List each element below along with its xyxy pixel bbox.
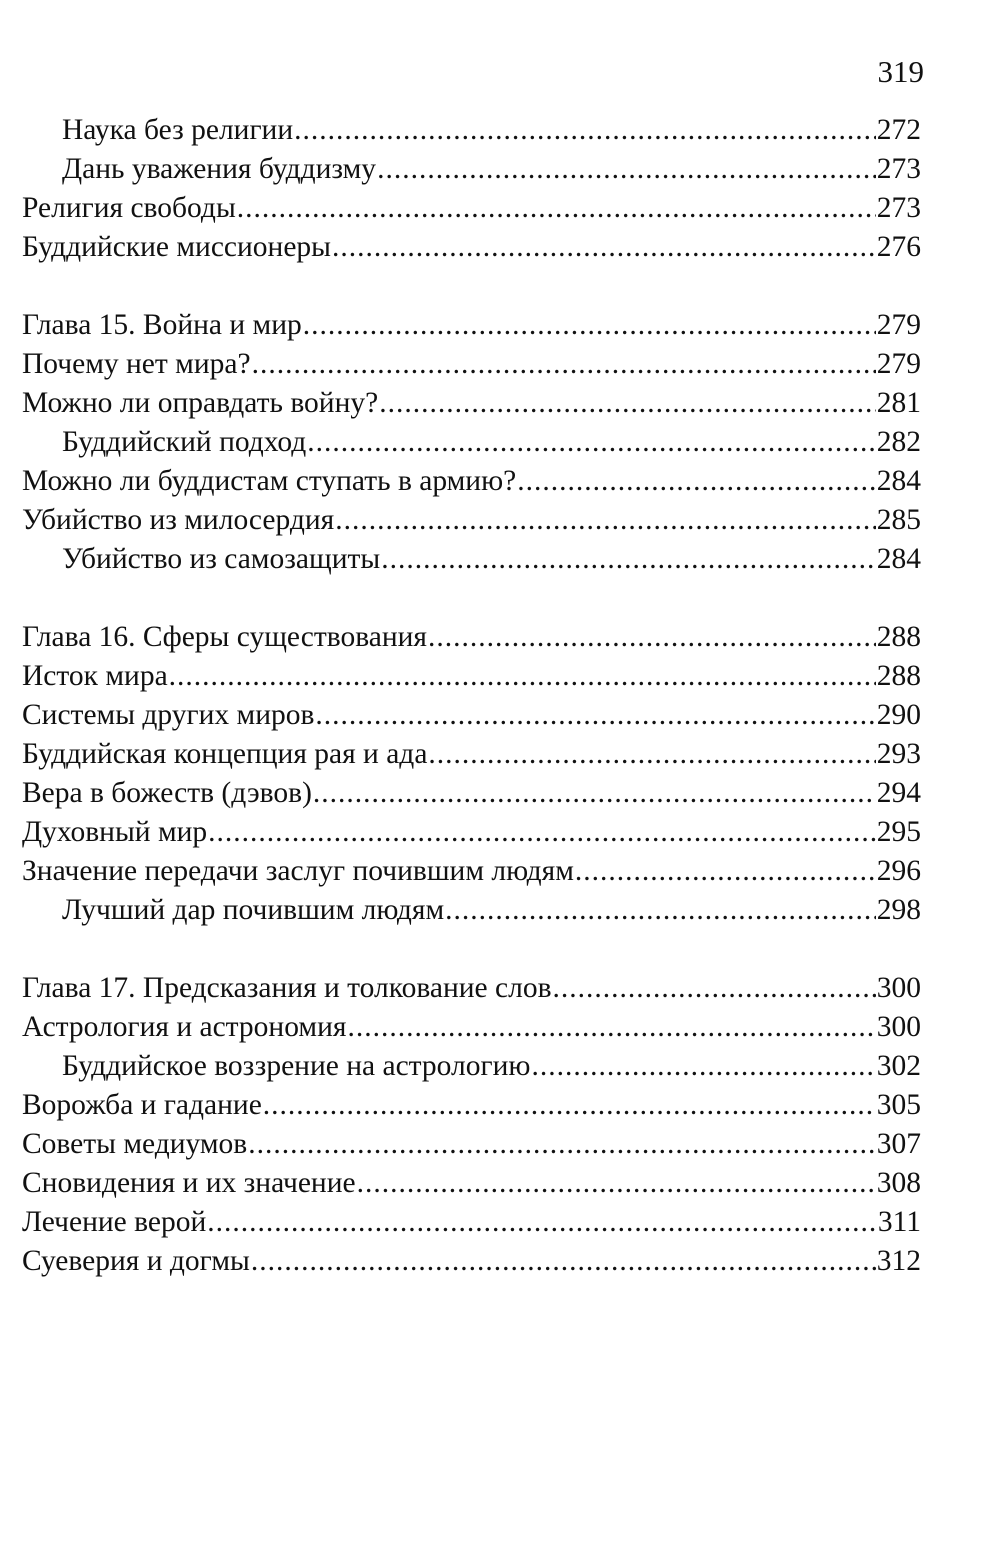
toc-entry-page: 311: [877, 1206, 921, 1238]
toc-entry-page: 273: [876, 192, 921, 224]
dot-leader: [335, 501, 876, 540]
toc-entry-page: 302: [876, 1050, 921, 1082]
toc-entry[interactable]: [22, 189, 921, 228]
toc-entry-title: Можно ли буддистам ступать в армию?: [22, 465, 517, 497]
toc-entry-title: Религия свободы: [22, 192, 236, 224]
toc-entry[interactable]: [22, 1242, 921, 1281]
toc-entry[interactable]: [22, 423, 921, 462]
toc-entry-page: 308: [876, 1167, 921, 1199]
dot-leader: [315, 696, 875, 735]
toc-entry-page: 300: [876, 972, 921, 1004]
dot-leader: [575, 852, 876, 891]
toc-entry-page: 282: [876, 426, 921, 458]
toc-entry-title: Значение передачи заслуг почившим людям: [22, 855, 574, 887]
toc-entry-title: Сновидения и их значение: [22, 1167, 356, 1199]
toc-entry-page: 305: [876, 1089, 921, 1121]
toc-entry[interactable]: [22, 1086, 921, 1125]
dot-leader: [377, 150, 876, 189]
dot-leader: [553, 969, 876, 1008]
dot-leader: [252, 345, 876, 384]
dot-leader: [428, 618, 876, 657]
toc-entry-page: 288: [876, 621, 921, 653]
toc-entry-title: Лечение верой: [22, 1206, 207, 1238]
toc-entry-page: 290: [876, 699, 921, 731]
toc-entry-page: 294: [876, 777, 921, 809]
dot-leader: [208, 813, 876, 852]
toc-entry-page: 307: [876, 1128, 921, 1160]
toc-entry-title: Глава 16. Сферы существования: [22, 621, 427, 653]
toc-entry[interactable]: [22, 657, 921, 696]
toc-group-chapter-16: [22, 618, 921, 930]
toc-entry-title: Буддийские миссионеры: [22, 231, 332, 263]
toc-group-chapter-17: [22, 969, 921, 1281]
toc-entry[interactable]: [22, 852, 921, 891]
dot-leader: [303, 306, 876, 345]
toc-entry-page: 279: [876, 309, 921, 341]
toc-entry-title: Ворожба и гадание: [22, 1089, 262, 1121]
toc-entry[interactable]: [22, 1008, 921, 1047]
dot-leader: [379, 384, 876, 423]
toc-chapter-heading[interactable]: [22, 306, 921, 345]
toc-entry-page: 312: [876, 1245, 921, 1277]
toc-group-chapter-15: [22, 306, 921, 579]
dot-leader: [169, 657, 876, 696]
toc-entry-title: Почему нет мира?: [22, 348, 251, 380]
toc-chapter-heading[interactable]: [22, 969, 921, 1008]
toc-entry-page: 279: [876, 348, 921, 380]
dot-leader: [381, 540, 876, 579]
toc-entry-page: 284: [876, 543, 921, 575]
toc-entry[interactable]: [22, 501, 921, 540]
toc-entry[interactable]: [22, 1203, 921, 1242]
toc-entry-page: 298: [876, 894, 921, 926]
toc-entry-page: 272: [876, 114, 921, 146]
toc-entry[interactable]: [22, 1047, 921, 1086]
toc-entry-title: Глава 15. Война и мир: [22, 309, 302, 341]
toc-entry-page: 284: [876, 465, 921, 497]
dot-leader: [237, 189, 876, 228]
dot-leader: [445, 891, 876, 930]
dot-leader: [307, 423, 875, 462]
dot-leader: [332, 228, 876, 267]
toc-entry-title: Наука без религии: [62, 114, 294, 146]
toc-entry-page: 293: [876, 738, 921, 770]
toc-entry-title: Вера в божеств (дэвов): [22, 777, 312, 809]
toc-entry[interactable]: [22, 111, 921, 150]
table-of-contents: [22, 111, 921, 1320]
toc-entry[interactable]: [22, 462, 921, 501]
toc-entry-page: 295: [876, 816, 921, 848]
toc-entry[interactable]: [22, 540, 921, 579]
toc-entry[interactable]: [22, 384, 921, 423]
toc-entry[interactable]: [22, 813, 921, 852]
toc-chapter-heading[interactable]: [22, 618, 921, 657]
toc-entry-page: 281: [876, 387, 921, 419]
toc-group: [22, 111, 921, 267]
dot-leader: [251, 1242, 876, 1281]
dot-leader: [248, 1125, 876, 1164]
dot-leader: [517, 462, 876, 501]
toc-entry-title: Убийство из самозащиты: [62, 543, 381, 575]
toc-entry[interactable]: [22, 696, 921, 735]
dot-leader: [357, 1164, 876, 1203]
toc-entry-title: Духовный мир: [22, 816, 208, 848]
toc-entry-title: Буддийское воззрение на астрологию: [62, 1050, 531, 1082]
toc-entry-title: Суеверия и догмы: [22, 1245, 250, 1277]
dot-leader: [531, 1047, 875, 1086]
toc-entry[interactable]: [22, 1164, 921, 1203]
dot-leader: [294, 111, 876, 150]
toc-entry-title: Буддийский подход: [62, 426, 307, 458]
toc-entry-title: Астрология и астрономия: [22, 1011, 347, 1043]
toc-entry-page: 300: [876, 1011, 921, 1043]
dot-leader: [428, 735, 875, 774]
toc-entry-page: 273: [876, 153, 921, 185]
toc-entry-title: Советы медиумов: [22, 1128, 248, 1160]
dot-leader: [347, 1008, 875, 1047]
toc-entry[interactable]: [22, 735, 921, 774]
toc-entry-title: Можно ли оправдать войну?: [22, 387, 379, 419]
toc-entry[interactable]: [22, 1125, 921, 1164]
toc-entry-title: Буддийская концепция рая и ада: [22, 738, 428, 770]
toc-entry[interactable]: [22, 345, 921, 384]
toc-entry-title: Дань уважения буддизму: [62, 153, 377, 185]
toc-entry-title: Лучший дар почившим людям: [62, 894, 445, 926]
toc-entry[interactable]: [22, 774, 921, 813]
toc-entry[interactable]: [22, 228, 921, 267]
toc-entry-page: 296: [876, 855, 921, 887]
toc-entry-title: Системы других миров: [22, 699, 315, 731]
toc-entry[interactable]: [22, 150, 921, 189]
page-number: 319: [877, 54, 924, 89]
toc-entry-title: Исток мира: [22, 660, 168, 692]
toc-entry-title: Глава 17. Предсказания и толкование слов: [22, 972, 552, 1004]
dot-leader: [263, 1086, 876, 1125]
toc-entry-page: 285: [876, 504, 921, 536]
toc-entry[interactable]: [22, 891, 921, 930]
dot-leader: [313, 774, 876, 813]
dot-leader: [207, 1203, 877, 1242]
toc-entry-page: 276: [876, 231, 921, 263]
toc-entry-title: Убийство из милосердия: [22, 504, 335, 536]
toc-entry-page: 288: [876, 660, 921, 692]
